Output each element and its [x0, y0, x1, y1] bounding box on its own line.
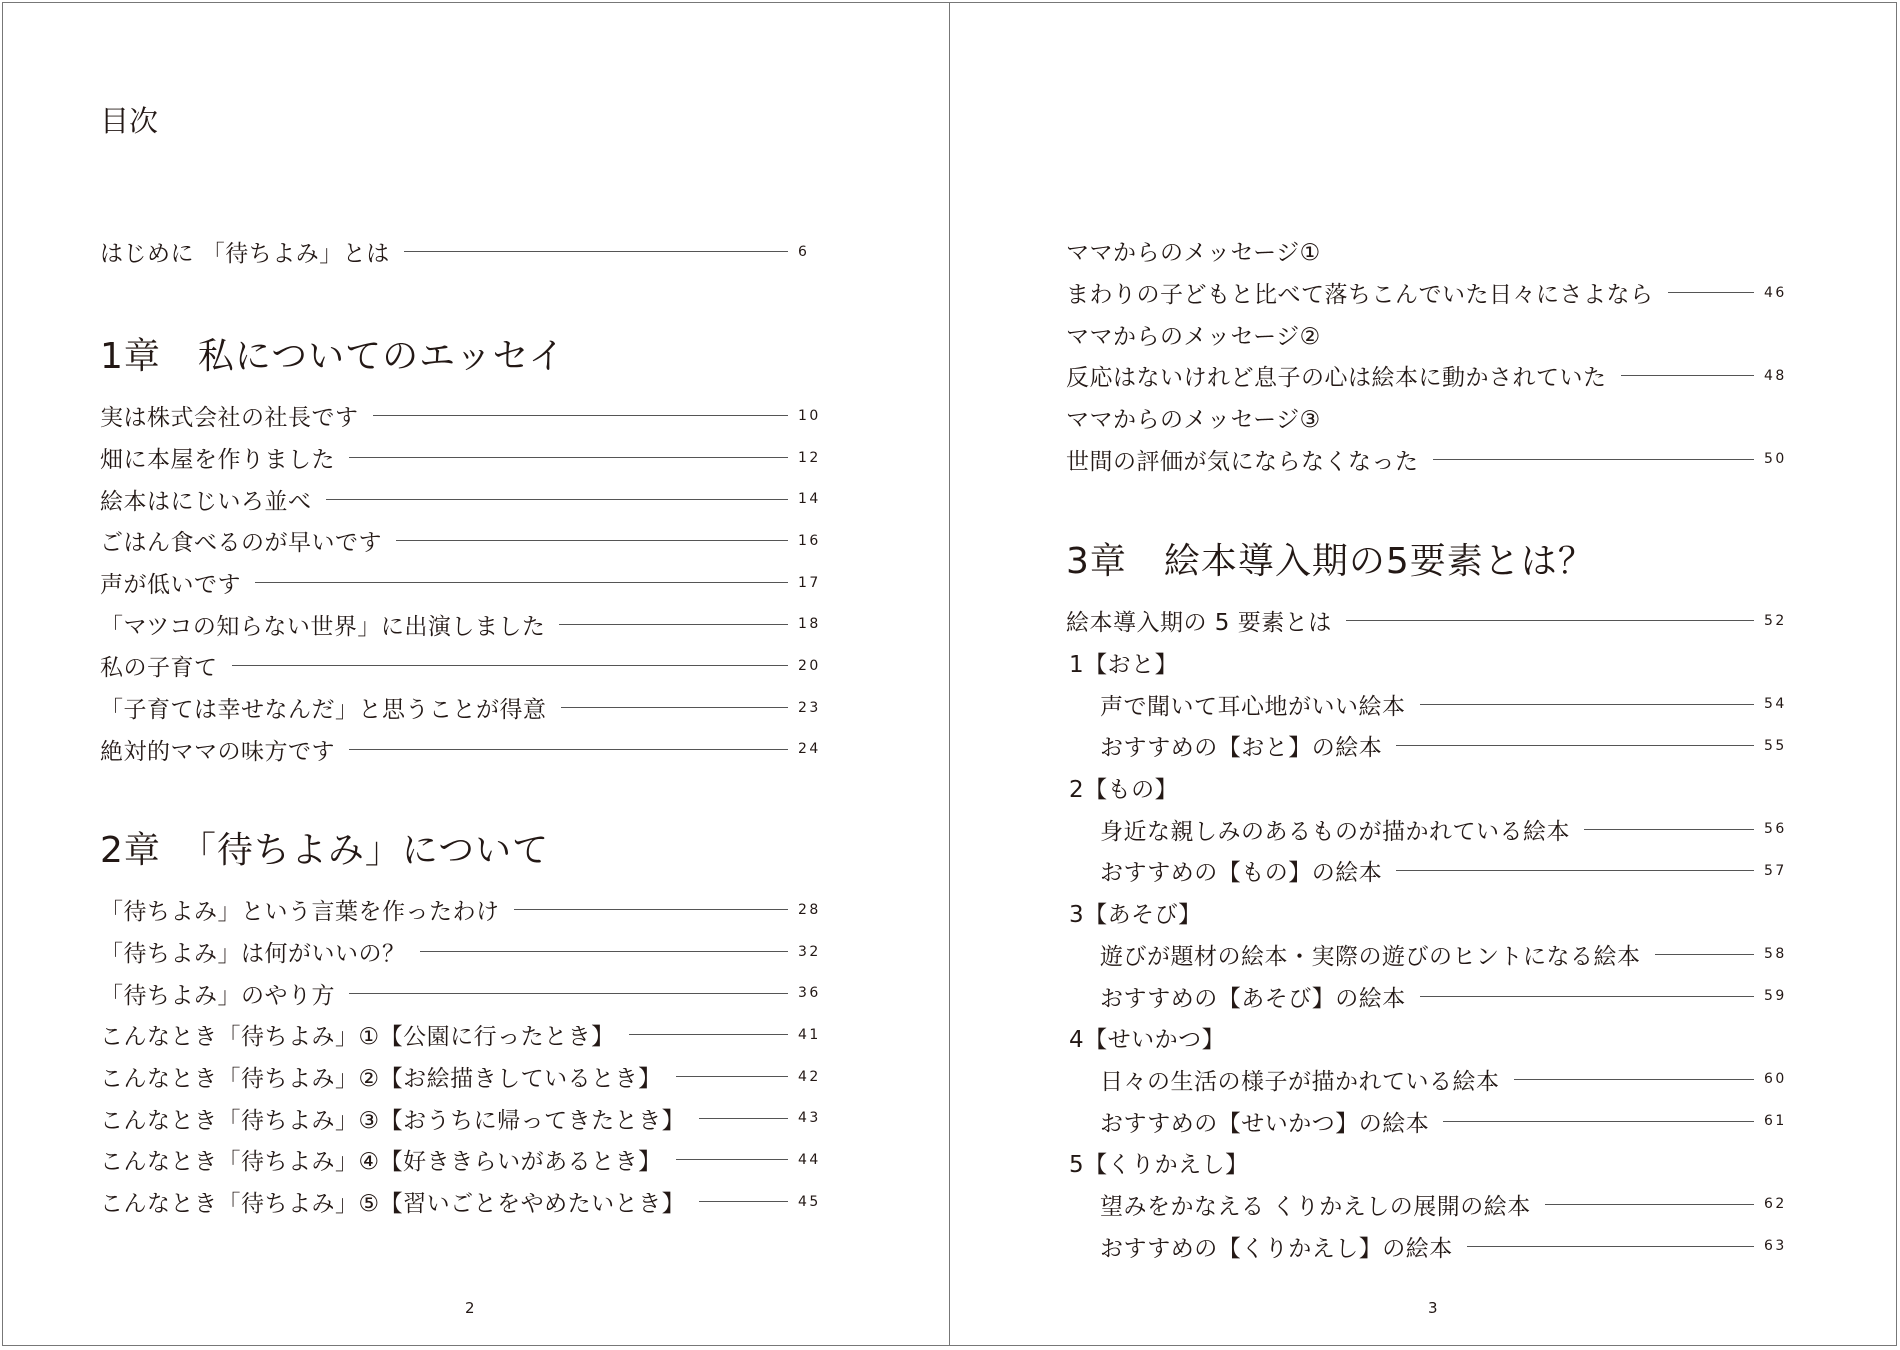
leader-line [1420, 996, 1754, 997]
toc-entry [1066, 397, 1786, 439]
right-page [949, 2, 1897, 1346]
leader-line [1621, 375, 1755, 376]
entry-page-number: 44 [798, 1151, 821, 1168]
entry-page-number: 14 [798, 491, 821, 508]
toc-entry [1066, 1059, 1786, 1101]
entry-title: 5【くりかえし】 [1069, 1152, 1249, 1179]
chapter3-section [1066, 528, 1786, 1267]
entry-page-number: 17 [798, 574, 821, 591]
entry-title: 「子育ては幸せなんだ」と思うことが得意 [100, 697, 547, 724]
entry-page-number: 12 [798, 449, 821, 466]
entry-page-number: 55 [1764, 737, 1787, 754]
leader-line [676, 1076, 788, 1077]
entry-title: 声が低いです [100, 572, 241, 599]
entry-page-number: 58 [1764, 946, 1787, 963]
entry-page-number: 50 [1764, 451, 1787, 468]
toc-entry [100, 437, 820, 479]
toc-entry [100, 645, 820, 687]
chapter1-section [100, 323, 820, 770]
entry-title: おすすめの【もの】の絵本 [1100, 860, 1383, 887]
toc-entry [1066, 892, 1786, 934]
entry-title: おすすめの【あそび】の絵本 [1100, 985, 1406, 1012]
entry-title: 「待ちよみ」のやり方 [100, 982, 335, 1009]
leader-line [514, 909, 789, 910]
leader-line [699, 1118, 788, 1119]
entry-title: こんなとき「待ちよみ」①【公園に行ったとき】 [100, 1024, 615, 1051]
toc-entry [100, 395, 820, 437]
chapter2-heading: 2章 「待ちよみ」について [100, 829, 550, 871]
entry-title: こんなとき「待ちよみ」④【好ききらいがあるとき】 [100, 1149, 662, 1176]
entry-page-number: 36 [798, 985, 821, 1002]
entry-page-number: 59 [1764, 988, 1787, 1005]
chapter3-heading: 3章 絵本導入期の5要素とは？ [1066, 540, 1595, 582]
entry-page-number: 43 [798, 1110, 821, 1127]
toc-entry [100, 729, 820, 771]
leader-line [1514, 1079, 1755, 1080]
entry-page-number: 63 [1764, 1238, 1787, 1255]
chapter1-heading: 1章 私についてのエッセイ [100, 335, 566, 377]
entry-title: 3【あそび】 [1069, 902, 1202, 929]
entry-title: ごはん食べるのが早いです [100, 530, 382, 557]
leader-line [404, 251, 788, 252]
entry-page-number: 28 [798, 901, 821, 918]
entry-page-number: 41 [798, 1026, 821, 1043]
entry-page-number: 57 [1764, 862, 1787, 879]
leader-line [1545, 1204, 1754, 1205]
entry-title: ママからのメッセージ③ [1066, 407, 1321, 434]
toc-entry [100, 562, 820, 604]
toc-entry [1066, 850, 1786, 892]
entry-title: はじめに 「待ちよみ」とは [100, 241, 390, 268]
toc-entry [1066, 600, 1786, 642]
toc-entry [1066, 808, 1786, 850]
leader-line [1655, 954, 1755, 955]
leader-line [1584, 829, 1754, 830]
entry-page-number: 10 [798, 407, 821, 424]
entry-title: ママからのメッセージ① [1066, 240, 1321, 267]
entry-title: 実は株式会社の社長です [100, 405, 359, 432]
toc-entry [1066, 355, 1786, 397]
leader-line [349, 749, 788, 750]
toc-entry [1066, 1184, 1786, 1226]
entry-title: 絵本はにじいろ並べ [100, 488, 312, 515]
leader-line [1443, 1121, 1754, 1122]
entry-title: おすすめの【おと】の絵本 [1100, 735, 1383, 762]
entry-title: 絵本導入期の 5 要素とは [1066, 610, 1332, 637]
entry-title: 反応はないけれど息子の心は絵本に動かされていた [1066, 365, 1607, 392]
entry-title: 世間の評価が気にならなくなった [1066, 448, 1419, 475]
entry-page-number: 46 [1764, 284, 1787, 301]
entry-page-number: 24 [798, 741, 821, 758]
toc-entry [1066, 313, 1786, 355]
entry-page-number: 32 [798, 943, 821, 960]
entry-page-number: 61 [1764, 1113, 1787, 1130]
toc-entry [100, 687, 820, 729]
entry-title: 日々の生活の様子が描かれている絵本 [1100, 1068, 1500, 1095]
toc-entry [100, 1139, 820, 1181]
toc-entry [1066, 767, 1786, 809]
left-page [2, 2, 951, 1346]
leader-line [1467, 1246, 1754, 1247]
entry-page-number: 18 [798, 616, 821, 633]
leader-line [1420, 704, 1755, 705]
entry-title: 畑に本屋を作りました [100, 447, 335, 474]
entry-title: 「マツコの知らない世界」に出演しました [100, 613, 546, 640]
entry-page-number: 42 [798, 1068, 821, 1085]
entry-title: 身近な親しみのあるものが描かれている絵本 [1100, 818, 1570, 845]
toc-entry [100, 520, 820, 562]
toc-entry [100, 1014, 820, 1056]
entry-title: 2【もの】 [1069, 777, 1179, 804]
page-number: 2 [465, 1299, 475, 1317]
toc-entry [100, 1181, 820, 1223]
toc-entry [1066, 230, 1786, 272]
leader-line [255, 582, 788, 583]
entry-page-number: 6 [798, 243, 810, 260]
entry-title: 「待ちよみ」という言葉を作ったわけ [100, 899, 500, 926]
toc-entry [1066, 1100, 1786, 1142]
entry-page-number: 54 [1764, 696, 1787, 713]
entry-title: こんなとき「待ちよみ」③【おうちに帰ってきたとき】 [100, 1107, 686, 1134]
entry-title: 「待ちよみ」は何がいいの？ [100, 941, 406, 968]
entry-page-number: 62 [1764, 1196, 1787, 1213]
toc-entry [1066, 642, 1786, 684]
entry-title: ママからのメッセージ② [1066, 323, 1321, 350]
entry-title: こんなとき「待ちよみ」⑤【習いごとをやめたいとき】 [100, 1191, 686, 1218]
leader-line [559, 624, 788, 625]
leader-line [1396, 870, 1754, 871]
leader-line [420, 951, 789, 952]
entry-title: 遊びが題材の絵本・実際の遊びのヒントになる絵本 [1100, 943, 1641, 970]
leader-line [349, 457, 788, 458]
toc-entry [100, 931, 820, 973]
toc-entry [1066, 683, 1786, 725]
toc-entry [1066, 725, 1786, 767]
leader-line [1668, 292, 1755, 293]
toc-entry [1066, 272, 1786, 314]
chapter2-section [100, 817, 820, 1223]
page-number: 3 [1428, 1299, 1438, 1317]
leader-line [699, 1201, 788, 1202]
entry-page-number: 20 [798, 657, 821, 674]
toc-title: 目次 [100, 104, 159, 138]
entry-page-number: 52 [1764, 612, 1787, 629]
leader-line [349, 993, 788, 994]
leader-line [561, 707, 789, 708]
entry-title: こんなとき「待ちよみ」②【お絵描きしているとき】 [100, 1066, 662, 1093]
intro-section [100, 231, 820, 273]
entry-page-number: 16 [798, 532, 821, 549]
entry-title: おすすめの【くりかえし】の絵本 [1100, 1235, 1453, 1262]
leader-line [1433, 459, 1755, 460]
toc-entry [1066, 1017, 1786, 1059]
toc-entry [100, 972, 820, 1014]
toc-entry [1066, 934, 1786, 976]
entry-title: まわりの子どもと比べて落ちこんでいた日々にさよなら [1066, 282, 1654, 309]
leader-line [232, 665, 789, 666]
toc-entry [100, 231, 820, 273]
toc-entry [1066, 975, 1786, 1017]
entry-page-number: 60 [1764, 1071, 1787, 1088]
entry-title: 望みをかなえる くりかえしの展開の絵本 [1100, 1193, 1531, 1220]
toc-entry [100, 603, 820, 645]
entry-page-number: 45 [798, 1193, 821, 1210]
toc-entry [1066, 1142, 1786, 1184]
entry-title: 1【おと】 [1069, 652, 1179, 679]
entry-title: 声で聞いて耳心地がいい絵本 [1100, 693, 1406, 720]
entry-page-number: 56 [1764, 821, 1787, 838]
entry-page-number: 48 [1764, 367, 1787, 384]
leader-line [1396, 745, 1754, 746]
toc-entry [100, 1056, 820, 1098]
entry-title: 絶対的ママの味方です [100, 738, 335, 765]
toc-entry [100, 1097, 820, 1139]
leader-line [396, 540, 788, 541]
leader-line [629, 1034, 788, 1035]
leader-line [676, 1159, 788, 1160]
leader-line [1346, 620, 1754, 621]
toc-entry [100, 889, 820, 931]
entry-title: 4【せいかつ】 [1069, 1027, 1226, 1054]
leader-line [373, 415, 789, 416]
toc-entry [1066, 438, 1786, 480]
toc-entry [1066, 1225, 1786, 1267]
entry-page-number: 23 [798, 699, 821, 716]
toc-entry [100, 478, 820, 520]
leader-line [326, 499, 789, 500]
entry-title: 私の子育て [100, 655, 218, 682]
messages-section [1066, 230, 1786, 480]
entry-title: おすすめの【せいかつ】の絵本 [1100, 1110, 1430, 1137]
